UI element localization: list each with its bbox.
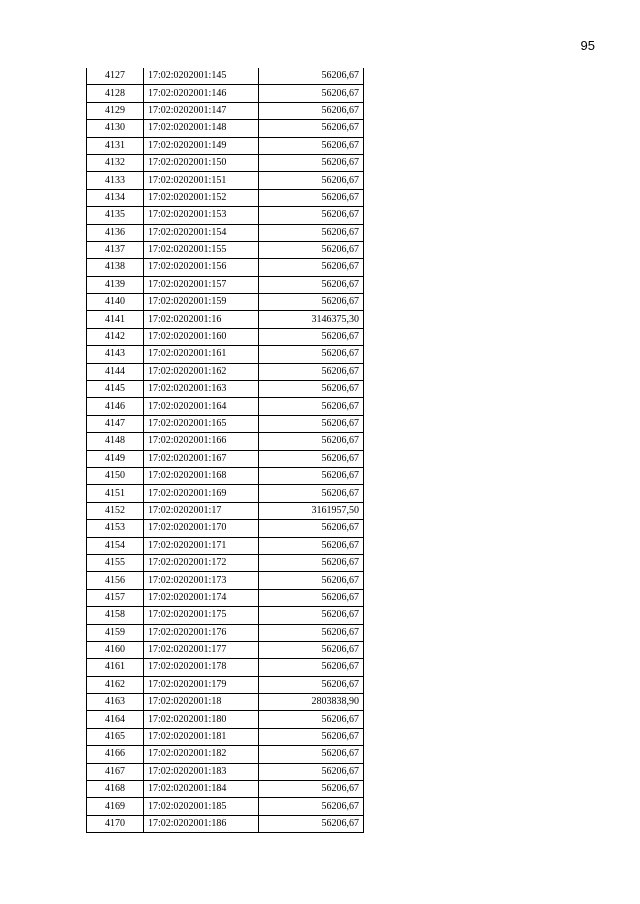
cadastral-value-cell: 56206,67 (259, 607, 364, 624)
cadastral-number-cell: 17:02:0202001:185 (144, 798, 259, 815)
cadastral-number-cell: 17:02:0202001:147 (144, 102, 259, 119)
cadastral-number-cell: 17:02:0202001:167 (144, 450, 259, 467)
cadastral-number-cell: 17:02:0202001:182 (144, 746, 259, 763)
table-row (87, 641, 364, 658)
row-number-cell: 4142 (87, 328, 144, 345)
cadastral-value-cell: 56206,67 (259, 728, 364, 745)
table-row (87, 311, 364, 328)
cadastral-value-cell: 56206,67 (259, 659, 364, 676)
cadastral-number-cell: 17:02:0202001:157 (144, 276, 259, 293)
table-row (87, 450, 364, 467)
cadastral-value-cell: 56206,67 (259, 189, 364, 206)
table-row (87, 241, 364, 258)
cadastral-number-cell: 17:02:0202001:173 (144, 572, 259, 589)
cadastral-value-table (86, 68, 364, 833)
cadastral-value-cell: 56206,67 (259, 485, 364, 502)
row-number-cell: 4132 (87, 154, 144, 171)
cadastral-value-cell: 56206,67 (259, 224, 364, 241)
row-number-cell: 4134 (87, 189, 144, 206)
table-row (87, 346, 364, 363)
cadastral-value-cell: 56206,67 (259, 711, 364, 728)
table-row (87, 154, 364, 171)
row-number-cell: 4164 (87, 711, 144, 728)
cadastral-number-cell: 17:02:0202001:169 (144, 485, 259, 502)
cadastral-value-cell: 56206,67 (259, 798, 364, 815)
cadastral-number-cell: 17:02:0202001:17 (144, 502, 259, 519)
row-number-cell: 4144 (87, 363, 144, 380)
cadastral-number-cell: 17:02:0202001:150 (144, 154, 259, 171)
cadastral-number-cell: 17:02:0202001:149 (144, 137, 259, 154)
cadastral-number-cell: 17:02:0202001:154 (144, 224, 259, 241)
table-row (87, 676, 364, 693)
cadastral-number-cell: 17:02:0202001:175 (144, 607, 259, 624)
table-row (87, 415, 364, 432)
cadastral-number-cell: 17:02:0202001:146 (144, 85, 259, 102)
row-number-cell: 4170 (87, 815, 144, 832)
cadastral-value-cell: 2803838,90 (259, 694, 364, 711)
table-row (87, 68, 364, 85)
table-row (87, 328, 364, 345)
cadastral-number-cell: 17:02:0202001:178 (144, 659, 259, 676)
cadastral-number-cell: 17:02:0202001:148 (144, 120, 259, 137)
cadastral-value-cell: 56206,67 (259, 415, 364, 432)
row-number-cell: 4152 (87, 502, 144, 519)
table-row (87, 363, 364, 380)
table-row (87, 485, 364, 502)
row-number-cell: 4160 (87, 641, 144, 658)
row-number-cell: 4168 (87, 781, 144, 798)
cadastral-value-cell: 56206,67 (259, 815, 364, 832)
cadastral-value-cell: 56206,67 (259, 433, 364, 450)
cadastral-value-cell: 56206,67 (259, 85, 364, 102)
cadastral-number-cell: 17:02:0202001:156 (144, 259, 259, 276)
row-number-cell: 4129 (87, 102, 144, 119)
table-row (87, 815, 364, 832)
table-row (87, 694, 364, 711)
cadastral-number-cell: 17:02:0202001:179 (144, 676, 259, 693)
row-number-cell: 4151 (87, 485, 144, 502)
table-body (87, 68, 364, 833)
cadastral-value-cell: 56206,67 (259, 363, 364, 380)
cadastral-value-cell: 56206,67 (259, 346, 364, 363)
cadastral-number-cell: 17:02:0202001:155 (144, 241, 259, 258)
cadastral-number-cell: 17:02:0202001:145 (144, 68, 259, 85)
table-row (87, 502, 364, 519)
row-number-cell: 4148 (87, 433, 144, 450)
row-number-cell: 4161 (87, 659, 144, 676)
cadastral-number-cell: 17:02:0202001:177 (144, 641, 259, 658)
table-row (87, 467, 364, 484)
row-number-cell: 4147 (87, 415, 144, 432)
table-row (87, 433, 364, 450)
cadastral-value-cell: 56206,67 (259, 520, 364, 537)
table-row (87, 276, 364, 293)
row-number-cell: 4165 (87, 728, 144, 745)
table-row (87, 728, 364, 745)
cadastral-value-cell: 56206,67 (259, 259, 364, 276)
table-row (87, 259, 364, 276)
table-row (87, 711, 364, 728)
table-row (87, 572, 364, 589)
row-number-cell: 4156 (87, 572, 144, 589)
row-number-cell: 4155 (87, 554, 144, 571)
cadastral-number-cell: 17:02:0202001:186 (144, 815, 259, 832)
cadastral-number-cell: 17:02:0202001:153 (144, 207, 259, 224)
cadastral-number-cell: 17:02:0202001:162 (144, 363, 259, 380)
row-number-cell: 4146 (87, 398, 144, 415)
cadastral-number-cell: 17:02:0202001:183 (144, 763, 259, 780)
table-row (87, 520, 364, 537)
cadastral-value-cell: 3161957,50 (259, 502, 364, 519)
cadastral-number-cell: 17:02:0202001:161 (144, 346, 259, 363)
cadastral-value-cell: 56206,67 (259, 624, 364, 641)
cadastral-value-cell: 56206,67 (259, 554, 364, 571)
table-row (87, 607, 364, 624)
cadastral-number-cell: 17:02:0202001:160 (144, 328, 259, 345)
table-row (87, 189, 364, 206)
cadastral-number-cell: 17:02:0202001:181 (144, 728, 259, 745)
cadastral-value-cell: 56206,67 (259, 763, 364, 780)
row-number-cell: 4137 (87, 241, 144, 258)
cadastral-value-cell: 56206,67 (259, 746, 364, 763)
row-number-cell: 4139 (87, 276, 144, 293)
cadastral-number-cell: 17:02:0202001:18 (144, 694, 259, 711)
cadastral-number-cell: 17:02:0202001:176 (144, 624, 259, 641)
table-row (87, 85, 364, 102)
row-number-cell: 4154 (87, 537, 144, 554)
cadastral-number-cell: 17:02:0202001:164 (144, 398, 259, 415)
cadastral-number-cell: 17:02:0202001:16 (144, 311, 259, 328)
cadastral-value-cell: 56206,67 (259, 450, 364, 467)
row-number-cell: 4163 (87, 694, 144, 711)
cadastral-value-cell: 56206,67 (259, 641, 364, 658)
cadastral-number-cell: 17:02:0202001:163 (144, 381, 259, 398)
table-row (87, 120, 364, 137)
table-row (87, 207, 364, 224)
cadastral-value-cell: 56206,67 (259, 781, 364, 798)
cadastral-value-cell: 56206,67 (259, 120, 364, 137)
row-number-cell: 4130 (87, 120, 144, 137)
table-row (87, 398, 364, 415)
cadastral-number-cell: 17:02:0202001:172 (144, 554, 259, 571)
table-row (87, 102, 364, 119)
table-row (87, 224, 364, 241)
cadastral-value-cell: 56206,67 (259, 328, 364, 345)
table-row (87, 537, 364, 554)
cadastral-value-cell: 3146375,30 (259, 311, 364, 328)
row-number-cell: 4145 (87, 381, 144, 398)
cadastral-number-cell: 17:02:0202001:184 (144, 781, 259, 798)
row-number-cell: 4141 (87, 311, 144, 328)
cadastral-value-cell: 56206,67 (259, 537, 364, 554)
row-number-cell: 4135 (87, 207, 144, 224)
cadastral-number-cell: 17:02:0202001:151 (144, 172, 259, 189)
row-number-cell: 4150 (87, 467, 144, 484)
cadastral-value-cell: 56206,67 (259, 467, 364, 484)
table-row (87, 589, 364, 606)
row-number-cell: 4140 (87, 294, 144, 311)
row-number-cell: 4131 (87, 137, 144, 154)
cadastral-number-cell: 17:02:0202001:165 (144, 415, 259, 432)
cadastral-value-cell: 56206,67 (259, 241, 364, 258)
cadastral-value-cell: 56206,67 (259, 207, 364, 224)
row-number-cell: 4149 (87, 450, 144, 467)
page-number: 95 (580, 38, 595, 53)
cadastral-value-cell: 56206,67 (259, 154, 364, 171)
table-row (87, 554, 364, 571)
cadastral-value-cell: 56206,67 (259, 676, 364, 693)
row-number-cell: 4166 (87, 746, 144, 763)
row-number-cell: 4153 (87, 520, 144, 537)
cadastral-number-cell: 17:02:0202001:152 (144, 189, 259, 206)
row-number-cell: 4136 (87, 224, 144, 241)
table-row (87, 746, 364, 763)
table-row (87, 781, 364, 798)
cadastral-number-cell: 17:02:0202001:166 (144, 433, 259, 450)
cadastral-number-cell: 17:02:0202001:180 (144, 711, 259, 728)
row-number-cell: 4169 (87, 798, 144, 815)
row-number-cell: 4143 (87, 346, 144, 363)
table-row (87, 137, 364, 154)
cadastral-value-cell: 56206,67 (259, 68, 364, 85)
cadastral-number-cell: 17:02:0202001:171 (144, 537, 259, 554)
cadastral-value-cell: 56206,67 (259, 276, 364, 293)
cadastral-number-cell: 17:02:0202001:168 (144, 467, 259, 484)
cadastral-value-cell: 56206,67 (259, 381, 364, 398)
row-number-cell: 4133 (87, 172, 144, 189)
cadastral-value-cell: 56206,67 (259, 398, 364, 415)
cadastral-number-cell: 17:02:0202001:174 (144, 589, 259, 606)
table-row (87, 659, 364, 676)
row-number-cell: 4138 (87, 259, 144, 276)
cadastral-number-cell: 17:02:0202001:170 (144, 520, 259, 537)
row-number-cell: 4127 (87, 68, 144, 85)
table-row (87, 624, 364, 641)
cadastral-number-cell: 17:02:0202001:159 (144, 294, 259, 311)
row-number-cell: 4157 (87, 589, 144, 606)
cadastral-value-cell: 56206,67 (259, 589, 364, 606)
table-row (87, 381, 364, 398)
table-row (87, 798, 364, 815)
cadastral-value-cell: 56206,67 (259, 102, 364, 119)
table-row (87, 294, 364, 311)
row-number-cell: 4162 (87, 676, 144, 693)
row-number-cell: 4158 (87, 607, 144, 624)
cadastral-value-cell: 56206,67 (259, 172, 364, 189)
row-number-cell: 4167 (87, 763, 144, 780)
row-number-cell: 4128 (87, 85, 144, 102)
cadastral-value-cell: 56206,67 (259, 137, 364, 154)
table-row (87, 763, 364, 780)
table-row (87, 172, 364, 189)
row-number-cell: 4159 (87, 624, 144, 641)
cadastral-value-cell: 56206,67 (259, 572, 364, 589)
cadastral-value-cell: 56206,67 (259, 294, 364, 311)
